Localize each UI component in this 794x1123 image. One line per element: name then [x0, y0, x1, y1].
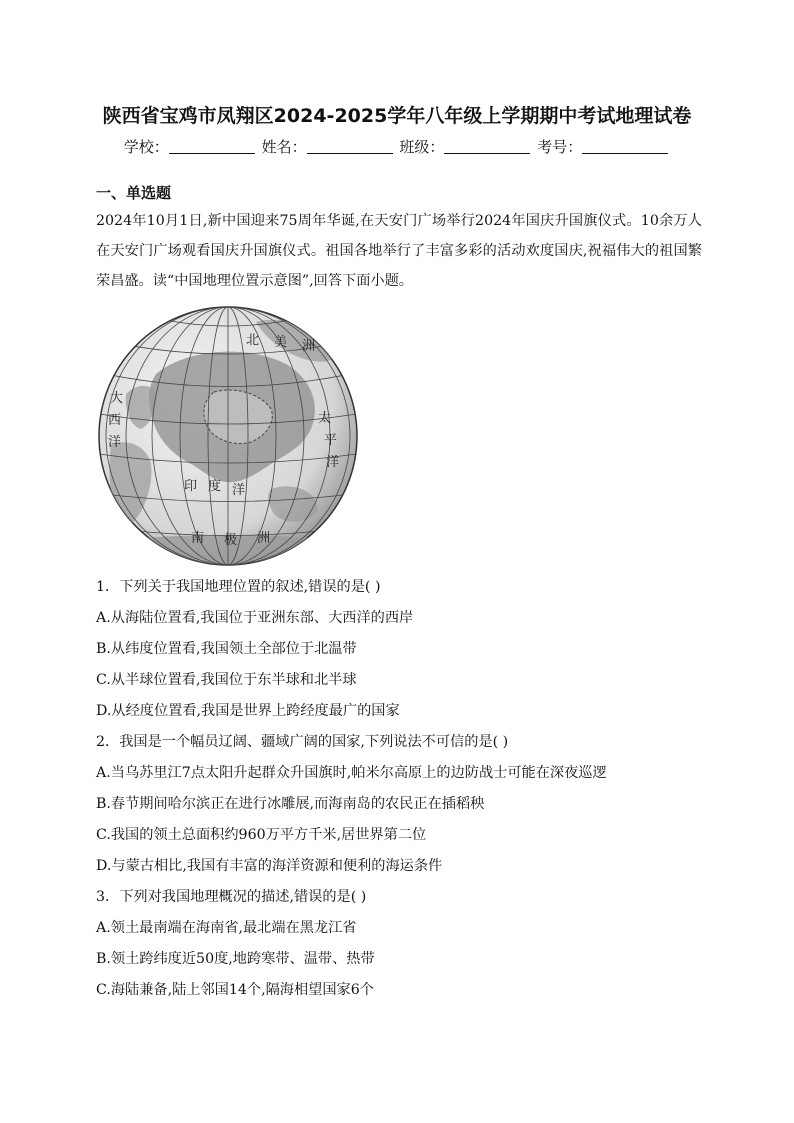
map-label-zhou1: 洲: [302, 339, 316, 354]
option-b[interactable]: B.领土跨纬度近50度,地跨寒带、温带、热带: [96, 951, 375, 967]
map-label-mei: 美: [274, 335, 288, 350]
name-label: 姓名：: [261, 138, 307, 156]
page-title: 陕西省宝鸡市凤翔区2024-2025学年八年级上学期期中考试地理试卷: [102, 105, 692, 127]
map-label-ping: 平: [324, 433, 338, 448]
student-info: [0, 136, 794, 157]
option-c[interactable]: C.从半球位置看,我国位于东半球和北半球: [96, 672, 357, 688]
option-b[interactable]: B.从纬度位置看,我国领土全部位于北温带: [96, 641, 357, 657]
class-field: [399, 136, 532, 157]
option-b[interactable]: B.春节期间哈尔滨正在进行冰雕展,而海南岛的农民正在插稻秧: [96, 796, 485, 812]
map-label-bei: 北: [246, 333, 260, 348]
exam-number-field: [537, 136, 670, 157]
map-label-yang2: 洋: [326, 455, 340, 470]
school-field: [124, 136, 257, 157]
globe-figure: [96, 304, 360, 568]
name-field: [262, 136, 395, 157]
map-label-da: 大: [110, 391, 124, 406]
map-label-xi: 西: [108, 413, 122, 428]
option-d[interactable]: D.从经度位置看,我国是世界上跨经度最广的国家: [96, 703, 400, 719]
option-d[interactable]: D.与蒙古相比,我国有丰富的海洋资源和便利的海运条件: [96, 858, 443, 874]
map-label-ji: 极: [224, 533, 238, 548]
map-label-yang3: 洋: [232, 483, 246, 498]
option-a[interactable]: A.当乌苏里江7点太阳升起群众升国旗时,帕米尔高原上的边防战士可能在深夜巡逻: [96, 765, 607, 781]
option-c[interactable]: C.海陆兼备,陆上邻国14个,隔海相望国家6个: [96, 982, 374, 998]
name-blank[interactable]: [307, 139, 393, 154]
intro-paragraph: 2024年10月1日,新中国迎来75周年华诞,在天安门广场举行2024年国庆升国旗仪式。10余万人在天安门广场观看国庆升国旗仪式。祖国各地举行了丰富多彩的活动欢度国庆,祝福伟大的祖国繁荣昌盛。读“中国地理位置示意图”,回答下面小题。: [96, 213, 702, 289]
section-title: 一、单选题: [96, 184, 172, 202]
school-blank[interactable]: [169, 139, 255, 154]
school-label: 学校：: [123, 138, 169, 156]
option-a[interactable]: A.从海陆位置看,我国位于亚洲东部、大西洋的西岸: [96, 610, 414, 626]
map-label-yin: 印: [184, 479, 198, 494]
map-label-zhou2: 洲: [257, 531, 271, 546]
class-label: 班级：: [399, 138, 445, 156]
question-stem: 1．下列关于我国地理位置的叙述,错误的是( ): [96, 579, 381, 595]
map-label-yang1: 洋: [108, 435, 122, 450]
exam-number-label: 考号：: [537, 138, 583, 156]
map-label-tai: 太: [318, 411, 332, 426]
option-a[interactable]: A.领土最南端在海南省,最北端在黑龙江省: [96, 920, 357, 936]
questions: [96, 572, 716, 1006]
class-blank[interactable]: [444, 139, 530, 154]
option-c[interactable]: C.我国的领土总面积约960万平方千米,居世界第二位: [96, 827, 427, 843]
question-stem: 3．下列对我国地理概况的描述,错误的是( ): [96, 889, 367, 905]
map-label-nan: 南: [191, 531, 205, 546]
map-label-du: 度: [208, 479, 222, 494]
exam-number-blank[interactable]: [582, 139, 668, 154]
question-stem: 2．我国是一个幅员辽阔、疆域广阔的国家,下列说法不可信的是( ): [96, 734, 509, 750]
